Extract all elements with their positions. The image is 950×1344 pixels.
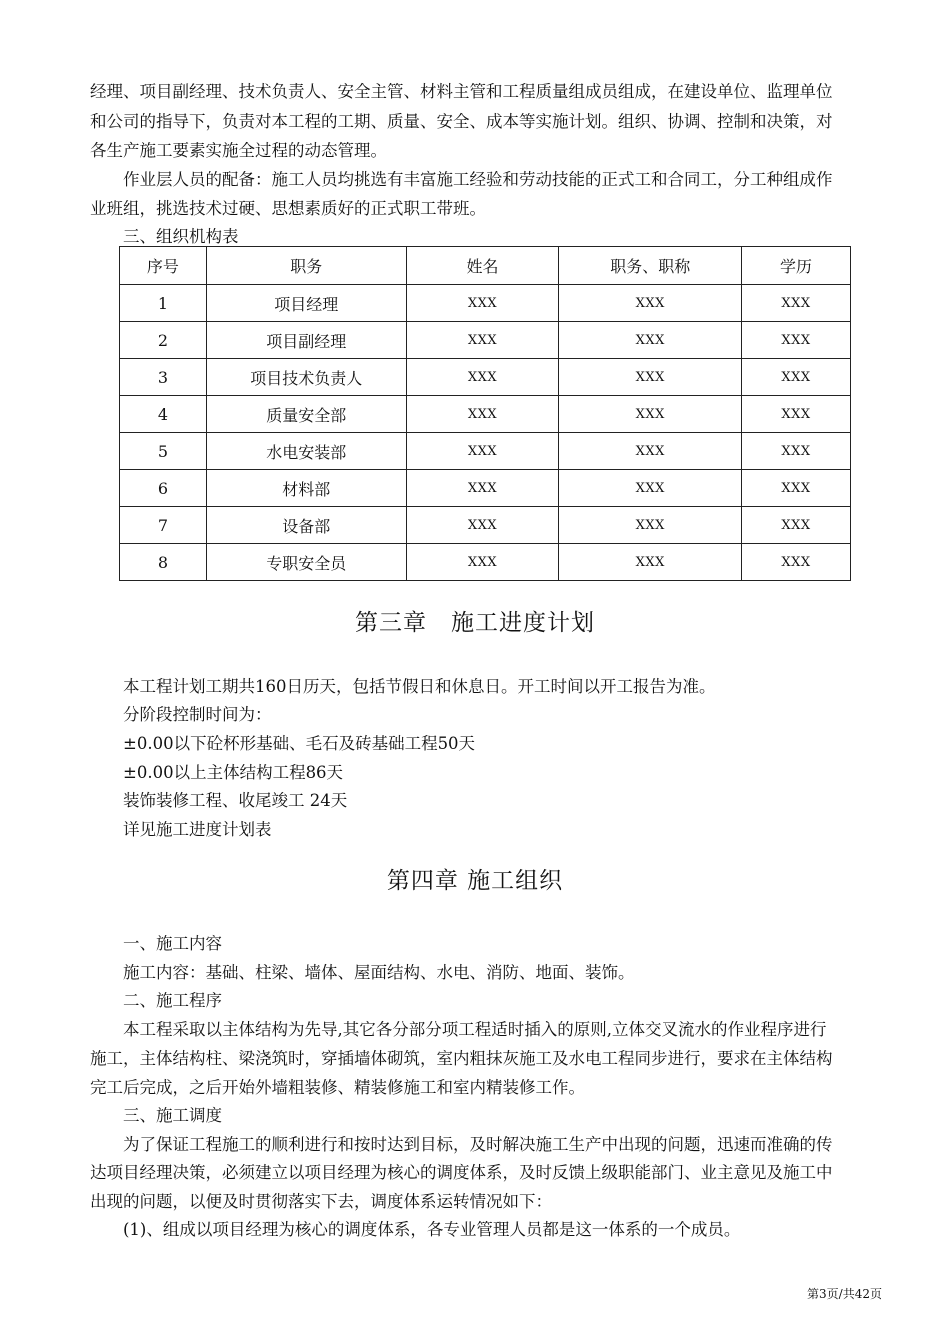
header-name: 姓名 (406, 247, 559, 285)
cell-name: XXX (406, 322, 559, 359)
header-position: 职务 (206, 247, 406, 285)
cell-title: XXX (559, 544, 742, 581)
chapter-3-line-3: ±0.00以下砼杯形基础、毛石及砖基础工程50天 (123, 734, 476, 753)
section-1-text: 施工内容：基础、柱梁、墙体、屋面结构、水电、消防、地面、装饰。 (123, 963, 635, 982)
cell-education: XXX (742, 507, 851, 544)
cell-index: 8 (120, 544, 207, 581)
header-title: 职务、职称 (559, 247, 742, 285)
cell-name: XXX (406, 470, 559, 507)
chapter-3-line-5: 装饰装修工程、收尾竣工 24天 (123, 791, 348, 810)
header-index: 序号 (120, 247, 207, 285)
table-heading: 三、组织机构表 (123, 227, 239, 246)
intro-line-1: 经理、项目副经理、技术负责人、安全主管、材料主管和工程质量组成员组成，在建设单位、监理单位 (90, 82, 833, 101)
chapter-4-title: 第四章 施工组织 (386, 868, 564, 894)
cell-education: XXX (742, 396, 851, 433)
cell-name: XXX (406, 285, 559, 322)
section-1-heading: 一、施工内容 (123, 934, 222, 953)
table-row (120, 396, 851, 433)
page-number: 第3页/共42页 (807, 1287, 882, 1301)
table-row (120, 433, 851, 470)
cell-title: XXX (559, 322, 742, 359)
cell-index: 5 (120, 433, 207, 470)
table-row (120, 507, 851, 544)
cell-name: XXX (406, 396, 559, 433)
section-3-line-3: 出现的问题，以便及时贯彻落实下去，调度体系运转情况如下： (90, 1192, 552, 1211)
cell-index: 1 (120, 285, 207, 322)
section-3-item-1: (1)、组成以项目经理为核心的调度体系，各专业管理人员都是这一体系的一个成员。 (123, 1220, 741, 1239)
chapter-3-line-2: 分阶段控制时间为： (123, 705, 272, 724)
cell-title: XXX (559, 470, 742, 507)
cell-name: XXX (406, 544, 559, 581)
cell-position: 材料部 (206, 470, 406, 507)
cell-education: XXX (742, 322, 851, 359)
table-row (120, 285, 851, 322)
chapter-3-line-4: ±0.00以上主体结构工程86天 (123, 763, 344, 782)
intro-line-3: 各生产施工要素实施全过程的动态管理。 (90, 141, 387, 160)
cell-index: 2 (120, 322, 207, 359)
table-row (120, 322, 851, 359)
cell-position: 专职安全员 (206, 544, 406, 581)
cell-name: XXX (406, 359, 559, 396)
cell-title: XXX (559, 396, 742, 433)
cell-position: 项目副经理 (206, 322, 406, 359)
cell-name: XXX (406, 507, 559, 544)
section-2-heading: 二、施工程序 (123, 991, 222, 1010)
cell-position: 项目经理 (206, 285, 406, 322)
chapter-3-line-6: 详见施工进度计划表 (123, 820, 272, 839)
header-education: 学历 (742, 247, 851, 285)
cell-index: 6 (120, 470, 207, 507)
cell-title: XXX (559, 359, 742, 396)
cell-name: XXX (406, 433, 559, 470)
table-row (120, 470, 851, 507)
section-3-line-2: 达项目经理决策，必须建立以项目经理为核心的调度体系，及时反馈上级职能部门、业主意见及施工中 (90, 1163, 833, 1182)
cell-education: XXX (742, 285, 851, 322)
cell-index: 4 (120, 396, 207, 433)
cell-education: XXX (742, 359, 851, 396)
section-2-line-3: 完工后完成，之后开始外墙粗装修、精装修施工和室内精装修工作。 (90, 1078, 585, 1097)
section-3-heading: 三、施工调度 (123, 1106, 222, 1125)
cell-position: 设备部 (206, 507, 406, 544)
section-3-line-1: 为了保证工程施工的顺利进行和按时达到目标，及时解决施工生产中出现的问题，迅速而准确的传 (123, 1135, 833, 1154)
cell-title: XXX (559, 507, 742, 544)
cell-education: XXX (742, 433, 851, 470)
intro-line-2: 和公司的指导下，负责对本工程的工期、质量、安全、成本等实施计划。组织、协调、控制和决策，对 (90, 112, 833, 131)
section-2-line-2: 施工，主体结构柱、梁浇筑时，穿插墙体砌筑，室内粗抹灰施工及水电工程同步进行，要求在主体结构 (90, 1049, 833, 1068)
cell-education: XXX (742, 470, 851, 507)
table-row (120, 359, 851, 396)
cell-position: 质量安全部 (206, 396, 406, 433)
org-table (119, 246, 851, 581)
cell-position: 水电安装部 (206, 433, 406, 470)
cell-position: 项目技术负责人 (206, 359, 406, 396)
table-row (120, 544, 851, 581)
org-table-header-row (120, 247, 851, 285)
intro-line-4: 作业层人员的配备：施工人员均挑选有丰富施工经验和劳动技能的正式工和合同工，分工种组成作 (123, 170, 833, 189)
chapter-3-title: 第三章 施工进度计划 (355, 610, 595, 636)
section-2-line-1: 本工程采取以主体结构为先导,其它各分部分项工程适时插入的原则,立体交叉流水的作业程序进行 (123, 1020, 827, 1039)
chapter-3-line-1: 本工程计划工期共160日历天，包括节假日和休息日。开工时间以开工报告为准。 (123, 677, 716, 696)
cell-title: XXX (559, 433, 742, 470)
cell-education: XXX (742, 544, 851, 581)
cell-title: XXX (559, 285, 742, 322)
intro-line-5: 业班组，挑选技术过硬、思想素质好的正式职工带班。 (90, 199, 486, 218)
cell-index: 3 (120, 359, 207, 396)
cell-index: 7 (120, 507, 207, 544)
